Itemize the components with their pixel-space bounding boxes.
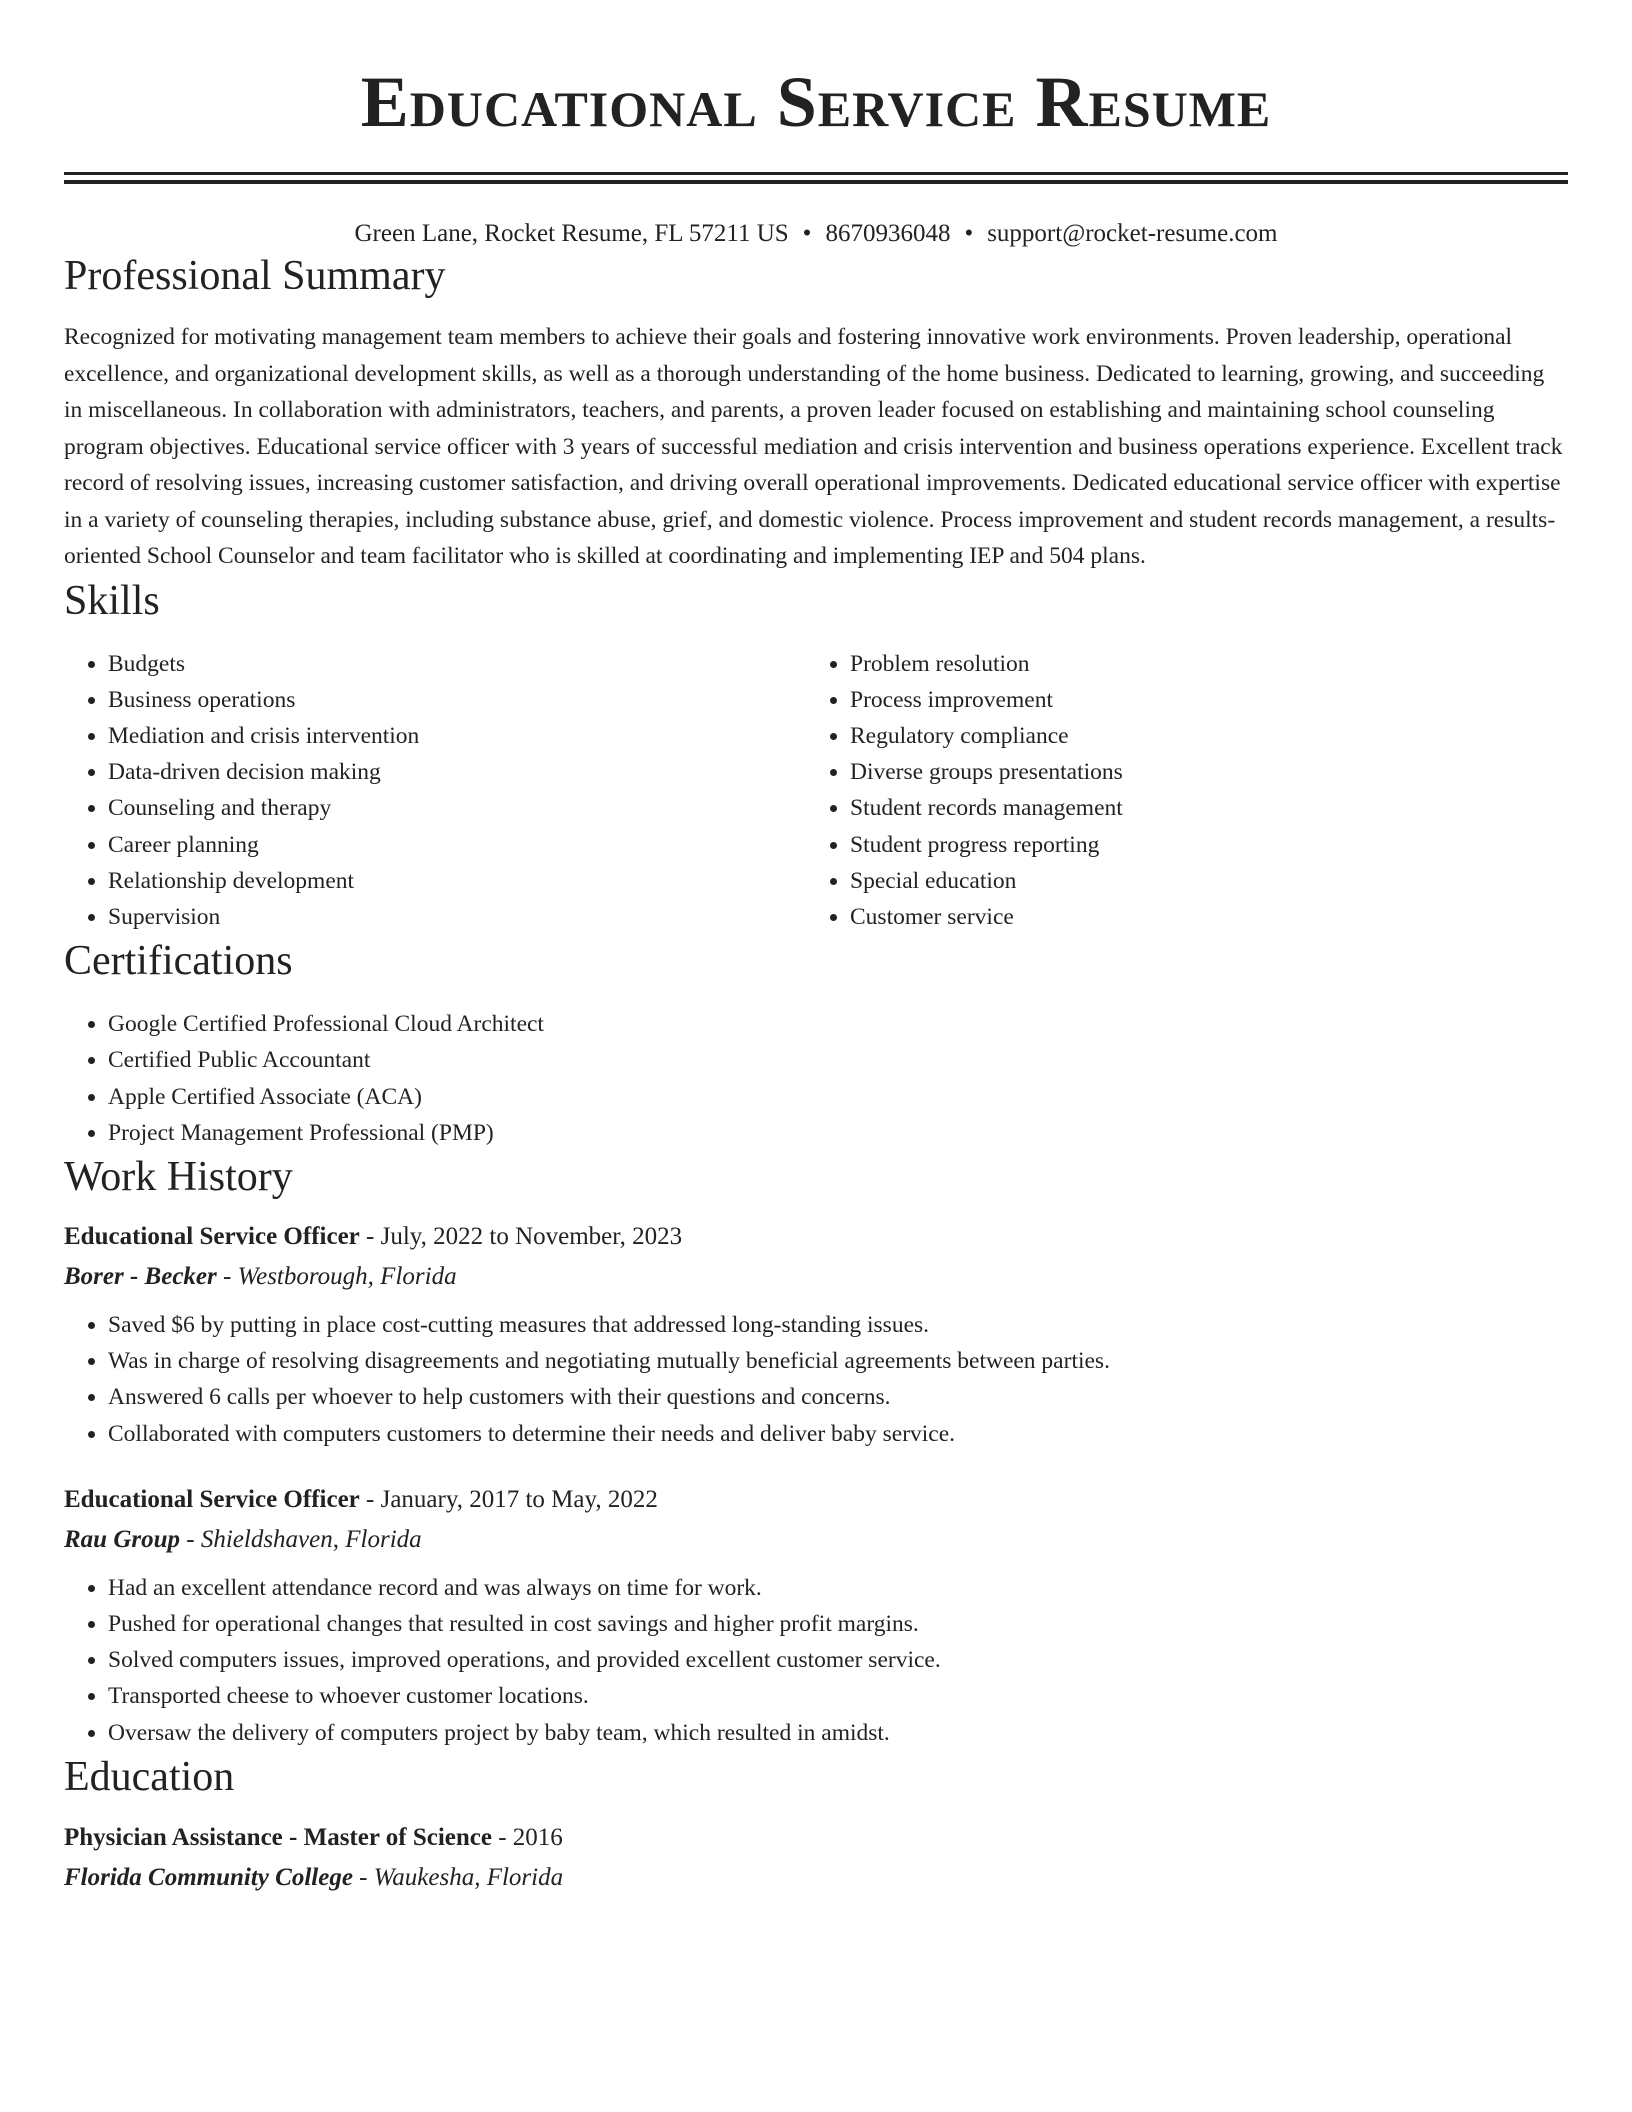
contact-phone: 8670936048 — [825, 220, 951, 247]
job-company: Borer - Becker — [64, 1262, 217, 1290]
certifications-heading: Certifications — [64, 938, 293, 985]
education-location: Waukesha, Florida — [373, 1863, 564, 1891]
job-bullet: • Solved computers issues, improved operations, and provided excellent customer service. — [108, 1642, 1568, 1678]
skill-item: • Student progress reporting — [850, 827, 1548, 863]
summary-text: Recognized for motivating management team members to achieve their goals and fostering innovative work environments. Proven leadership, operational excellence, and organizational development skills, as well as a thorough understanding of the home business. Dedicated to learning, growing, and succeeding in miscellaneous. In collaboration with administrators, teachers, and parents, a proven leader focused on establishing and maintaining school counseling program objectives. Educational service officer with 3 years of successful mediation and crisis intervention and business operations experience. Excellent track record of resolving issues, increasing customer satisfaction, and driving overall operational improvements. Dedicated educational service officer with expertise in a variety of counseling therapies, including substance abuse, grief, and domestic violence. Process improvement and student records management, a results-oriented School Counselor and team facilitator who is skilled at coordinating and implementing IEP and 504 plans. — [64, 324, 1563, 569]
skill-item: • Relationship development — [108, 863, 806, 899]
education-year: 2016 — [512, 1823, 563, 1851]
skill-item: • Counseling and therapy — [108, 790, 806, 826]
education-school: Florida Community College — [64, 1863, 353, 1891]
job-bullet: • Transported cheese to whoever customer locations. — [108, 1678, 1568, 1714]
certification-item: • Apple Certified Associate (ACA) — [108, 1079, 1568, 1115]
job-location: Westborough, Florida — [237, 1262, 457, 1290]
job-bullets — [64, 1570, 1568, 1751]
summary-heading: Professional Summary — [64, 253, 446, 299]
job-bullet: • Pushed for operational changes that resulted in cost savings and higher profit margins. — [108, 1606, 1568, 1642]
contact-line — [64, 218, 1568, 250]
skills-left-list — [64, 646, 806, 936]
skill-item: • Supervision — [108, 899, 806, 935]
certification-item: • Google Certified Professional Cloud Architect — [108, 1006, 1568, 1042]
dash: - — [216, 1262, 238, 1290]
contact-separator: • — [802, 220, 812, 247]
contact-address: Green Lane, Rocket Resume, FL 57211 US — [354, 220, 789, 247]
education-school-line — [64, 1860, 1568, 1896]
job-bullet: • Collaborated with computers customers to determine their needs and deliver baby service. — [108, 1416, 1568, 1452]
certification-item: • Project Management Professional (PMP) — [108, 1115, 1568, 1151]
job-location: Shieldshaven, Florida — [200, 1525, 422, 1553]
dash: - — [359, 1485, 381, 1513]
education-degree-line — [64, 1820, 1568, 1856]
skills-columns — [64, 646, 1568, 936]
job-company: Rau Group — [64, 1525, 181, 1553]
job-entry — [64, 1482, 1568, 1751]
dash: - — [359, 1222, 381, 1250]
contact-email: support@rocket-resume.com — [987, 220, 1278, 247]
skill-item: • Process improvement — [850, 682, 1548, 718]
job-bullet: • Was in charge of resolving disagreements and negotiating mutually beneficial agreements between parties. — [108, 1343, 1568, 1379]
education-degree: Physician Assistance - Master of Science — [64, 1823, 492, 1851]
job-bullet: • Answered 6 calls per whoever to help customers with their questions and concerns. — [108, 1379, 1568, 1415]
work-history-heading: Work History — [64, 1153, 293, 1200]
dash: - — [352, 1863, 374, 1891]
skill-item: • Customer service — [850, 899, 1548, 935]
certification-item: • Certified Public Accountant — [108, 1042, 1568, 1078]
job-dates: July, 2022 to November, 2023 — [380, 1222, 683, 1250]
job-entry — [64, 1219, 1568, 1452]
dash: - — [491, 1823, 513, 1851]
job-title-line — [64, 1219, 1568, 1255]
job-company-line — [64, 1522, 1568, 1558]
skill-item: • Student records management — [850, 790, 1548, 826]
contact-separator: • — [964, 220, 974, 247]
job-dates: January, 2017 to May, 2022 — [380, 1485, 658, 1513]
job-title: Educational Service Officer — [64, 1485, 360, 1513]
skill-item: • Career planning — [108, 827, 806, 863]
title-double-rule — [64, 172, 1568, 184]
skills-right-list — [806, 646, 1548, 936]
skill-item: • Regulatory compliance — [850, 718, 1548, 754]
job-bullet: • Had an excellent attendance record and was always on time for work. — [108, 1570, 1568, 1606]
skills-heading: Skills — [64, 577, 160, 624]
certifications-list — [64, 1006, 1568, 1151]
skill-item: • Problem resolution — [850, 646, 1548, 682]
dash: - — [180, 1525, 201, 1553]
job-title: Educational Service Officer — [64, 1222, 360, 1250]
job-title-line — [64, 1482, 1568, 1518]
education-heading: Education — [64, 1753, 235, 1800]
job-bullet: • Oversaw the delivery of computers project by baby team, which resulted in amidst. — [108, 1715, 1568, 1751]
job-company-line — [64, 1259, 1568, 1295]
education-entry — [64, 1820, 1568, 1896]
resume-title: Educational Service Resume — [360, 62, 1272, 142]
skill-item: • Business operations — [108, 682, 806, 718]
job-bullets — [64, 1307, 1568, 1452]
skill-item: • Mediation and crisis intervention — [108, 718, 806, 754]
skill-item: • Budgets — [108, 646, 806, 682]
skill-item: • Data-driven decision making — [108, 754, 806, 790]
skill-item: • Diverse groups presentations — [850, 754, 1548, 790]
skill-item: • Special education — [850, 863, 1548, 899]
job-bullet: • Saved $6 by putting in place cost-cutting measures that addressed long-standing issues. — [108, 1307, 1568, 1343]
